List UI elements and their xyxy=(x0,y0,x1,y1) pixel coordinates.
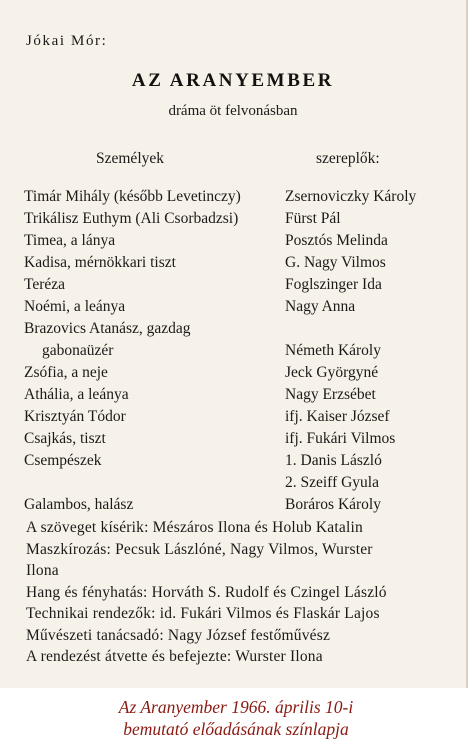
cast-row xyxy=(0,408,466,430)
actor-name: Foglszinger Ida xyxy=(285,276,382,293)
cast-row xyxy=(0,452,466,474)
character-name: Kadisa, mérnökkari tiszt xyxy=(24,254,176,271)
credit-line: Művészeti tanácsadó: Nagy József festőművész xyxy=(26,626,331,644)
play-title: AZ ARANYEMBER xyxy=(131,70,335,91)
characters-header: Személyek xyxy=(96,150,165,167)
actor-name: Nagy Anna xyxy=(285,298,356,315)
cast-row xyxy=(0,342,466,364)
actor-name: Boráros Károly xyxy=(285,496,381,513)
cast-row xyxy=(0,430,466,452)
credit-line: Ilona xyxy=(26,562,59,579)
cast-row xyxy=(0,298,466,320)
credit-line: A rendezést átvette és befejezte: Wurster Ilona xyxy=(26,648,323,665)
character-name: Timár Mihály (később Levetinczy) xyxy=(24,188,241,205)
character-name: Zsófia, a neje xyxy=(24,364,108,381)
actor-name: ifj. Kaiser József xyxy=(285,408,390,425)
actor-name: 1. Danis László xyxy=(285,452,382,469)
caption-line-2: bemutató előadásának színlapja xyxy=(123,719,349,739)
credit-line: A szöveget kísérik: Mészáros Ilona és Holub Katalin xyxy=(26,519,363,536)
character-name: Krisztyán Tódor xyxy=(24,408,126,425)
character-name: Athália, a leánya xyxy=(24,386,129,403)
credits-list xyxy=(26,517,456,668)
cast-row xyxy=(0,254,466,276)
cast-row xyxy=(0,188,466,210)
credit-line: Hang és fényhatás: Horváth S. Rudolf és Czingel László xyxy=(26,583,387,601)
actor-name: Posztós Melinda xyxy=(285,232,388,249)
character-name: Trikálisz Euthym (Ali Csorbadzsi) xyxy=(24,210,239,227)
character-name: Csempészek xyxy=(24,452,102,469)
cast-row xyxy=(0,210,466,232)
play-subtitle: dráma öt felvonásban xyxy=(168,103,298,119)
cast-row xyxy=(0,232,466,254)
credit-line: Maszkírozás: Pecsuk Lászlóné, Nagy Vilmos, Wurster xyxy=(26,540,373,558)
character-name: Csajkás, tiszt xyxy=(24,430,106,447)
actor-name: Fürst Pál xyxy=(285,210,341,227)
actor-name: ifj. Fukári Vilmos xyxy=(285,430,396,447)
character-name: gabonaüzér xyxy=(42,342,114,359)
character-name: Brazovics Atanász, gazdag xyxy=(24,320,191,337)
actor-name: G. Nagy Vilmos xyxy=(285,254,386,271)
character-name: Teréza xyxy=(24,276,66,293)
cast-row xyxy=(0,320,466,342)
cast-row xyxy=(0,276,466,298)
character-name: Noémi, a leánya xyxy=(24,298,126,315)
actor-name: Németh Károly xyxy=(285,342,381,359)
character-name: Galambos, halász xyxy=(24,496,134,513)
author-line: Jókai Mór: xyxy=(26,33,108,49)
credit-line: Technikai rendezők: id. Fukári Vilmos és Flaskár Lajos xyxy=(26,605,380,622)
cast-row xyxy=(0,474,466,496)
character-name: Timea, a lánya xyxy=(24,232,116,249)
caption-line-1: Az Aranyember 1966. április 10-i xyxy=(118,697,354,717)
cast-row xyxy=(0,364,466,386)
cast-list xyxy=(0,188,466,518)
actor-name: Zsernoviczky Károly xyxy=(285,188,417,205)
actor-name: Nagy Erzsébet xyxy=(285,386,376,403)
actors-header: szereplők: xyxy=(316,150,380,167)
cast-row xyxy=(0,386,466,408)
actor-name: 2. Szeiff Gyula xyxy=(285,474,379,491)
actor-name: Jeck Györgyné xyxy=(285,364,379,381)
cast-row xyxy=(0,496,466,518)
